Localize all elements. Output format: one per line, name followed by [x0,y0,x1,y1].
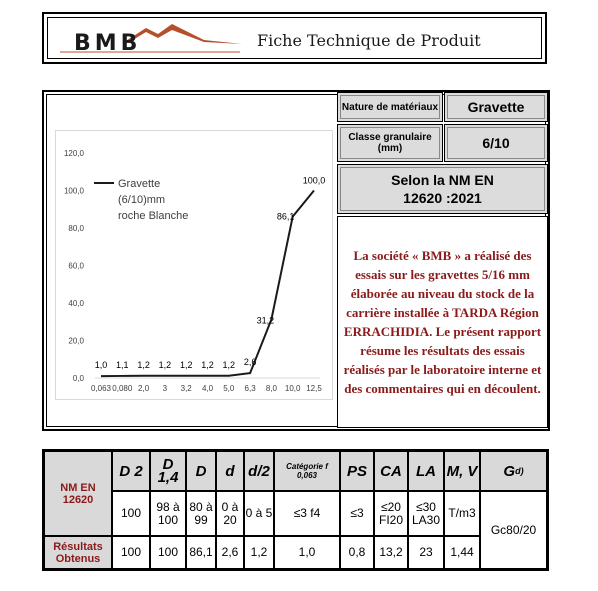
header-frame [42,12,547,64]
result-small-d: 2,6 [216,536,244,569]
norm-row-label-text: NM EN 12620 [60,481,96,506]
x-tick-label: 12,5 [306,384,322,393]
chart-legend [94,178,188,222]
data-label: 1,2 [158,359,172,370]
norm-g: Gc80/20 [480,491,547,569]
result-d14: 100 [150,536,186,569]
legend-line-3: roche Blanche [118,210,189,222]
x-tick-label: 3,2 [180,384,192,393]
data-label: 31,2 [256,315,275,326]
y-tick-label: 100,0 [63,186,84,196]
data-label: 1,2 [222,359,236,370]
description-box [337,216,548,428]
result-mv: 1,44 [444,536,480,569]
header-d14: D 1,4 [150,451,186,491]
header-la: LA [408,451,444,491]
norme-cell [337,164,548,214]
page-title: Fiche Technique de Produit [257,31,481,50]
y-tick-label: 20,0 [68,336,84,346]
result-ps: 0,8 [340,536,374,569]
result-la: 23 [408,536,444,569]
x-tick-label: 8,0 [265,384,277,393]
header-g-text: G [503,462,516,480]
norm-ca: ≤20 FI20 [374,491,408,536]
result-d: 86,1 [186,536,216,569]
header-g [480,451,547,491]
norm-d2: 100 [112,491,150,536]
logo-text: BMB [74,31,142,56]
data-label: 1,2 [137,359,150,370]
results-table [42,449,549,571]
result-d-half: 1,2 [244,536,274,569]
nature-label: Nature de matériaux [340,95,440,119]
norm-d-half: 0 à 5 [244,491,274,536]
norm-ps: ≤3 [340,491,374,536]
result-d2: 100 [112,536,150,569]
data-label: 1,2 [179,359,193,370]
x-tick-label: 0,080 [112,384,133,393]
x-tick-label: 5,0 [223,384,235,393]
header-small-d: d [216,451,244,491]
granulometry-chart [55,130,333,400]
legend-line-1: Gravette [118,178,161,190]
description-text: La société « BMB » a réalisé des essais sur les gravettes 5/16 mm élaborée au niveau du stock de la carrière installée à TARDA Région ERRACHIDIA. Le présent rapport résume les résultats des essais réalisés par le laboratoire interne et des commentaires qui en découlent. [343,248,542,396]
nature-value-cell [444,92,548,122]
chart-svg [56,131,334,401]
header-d2: D 2 [112,451,150,491]
data-label: 1,1 [116,359,129,370]
data-label: 1,0 [94,360,108,371]
data-label: 86,1 [276,211,295,222]
x-tick-label: 3 [162,384,168,393]
norm-small-d: 0 à 20 [216,491,244,536]
header-categorie: Catégorie f 0,063 [274,451,340,491]
norm-row-label [44,451,112,536]
norme-text: Selon la NM EN 12620 :2021 [340,167,545,211]
y-tick-label: 40,0 [68,299,84,308]
y-tick-label: 0,0 [72,374,84,383]
classe-label: Classe granulaire (mm) [340,127,440,159]
result-ca: 13,2 [374,536,408,569]
legend-line-2: (6/10)mm [118,194,166,206]
classe-value-cell [444,124,548,162]
y-tick-label: 120,0 [63,149,84,158]
data-label: 1,2 [201,359,214,370]
classe-value: 6/10 [447,127,545,159]
x-tick-label: 10,0 [284,384,301,393]
header-ps: PS [340,451,374,491]
x-tick-label: 2,0 [138,384,150,393]
y-tick-label: 60,0 [68,261,84,271]
x-tick-label: 6,3 [244,384,256,393]
header-d: D [186,451,216,491]
norm-d: 80 à 99 [186,491,216,536]
norm-categorie: ≤3 f4 [274,491,340,536]
header-ca: CA [374,451,408,491]
result-categorie: 1,0 [274,536,340,569]
y-tick-label: 80,0 [68,224,84,233]
x-tick-label: 4,0 [201,384,214,393]
norm-d14: 98 à 100 [150,491,186,536]
classe-label-cell [337,124,443,162]
data-label: 2,6 [243,357,257,368]
header-g-sub: d) [515,465,524,476]
y-axis-ticks [64,149,85,383]
bmb-logo [54,18,244,58]
norm-la: ≤30 LA30 [408,491,444,536]
nature-label-cell [337,92,443,122]
x-axis-ticks [91,384,322,393]
data-label: 100,0 [302,175,326,186]
result-row-label: Résultats Obtenus [44,536,112,569]
norm-mv: T/m3 [444,491,480,536]
header-d-half: d/2 [244,451,274,491]
x-tick-label: 0,063 [90,384,112,393]
header-mv: M, V [444,451,480,491]
nature-value: Gravette [447,95,545,119]
